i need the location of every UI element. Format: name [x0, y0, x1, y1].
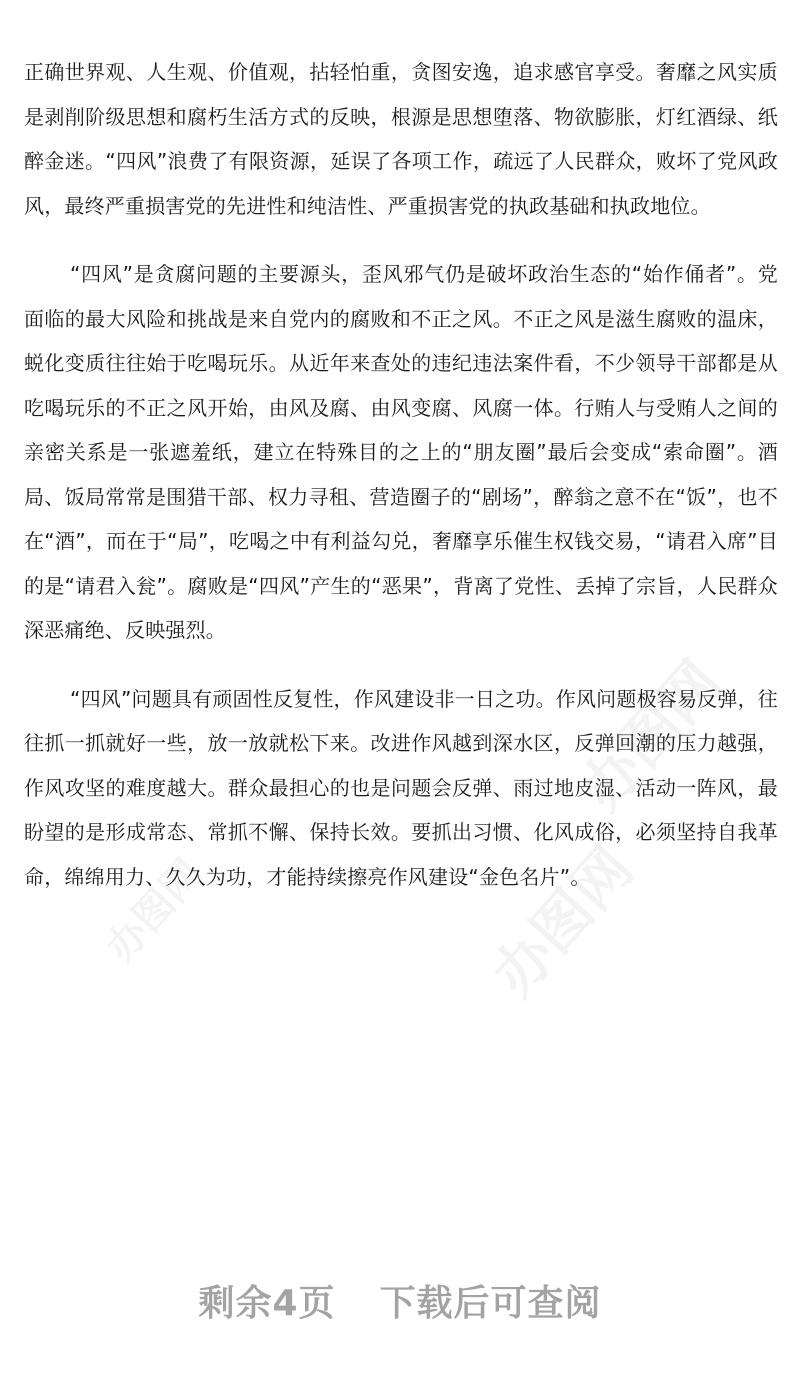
download-prompt[interactable]	[0, 1275, 800, 1326]
download-to-view-label[interactable]: 下载后可查阅	[379, 1283, 602, 1324]
paragraph-2: “四风”是贪腐问题的主要源头，歪风邪气仍是破坏政治生态的“始作俑者”。党面临的最大风险和挑战是来自党内的腐败和不正之风。不正之风是滋生腐败的温床，蜕化变质往往始于吃喝玩乐。从近年来查处的违纪违法案件看，不少领导干部都是从吃喝玩乐的不正之风开始，由风及腐、由风变腐、风腐一体。行贿人与受贿人之间的亲密关系是一张遮羞纸，建立在特殊目的之上的“朋友圈”最后会变成“索命圈”。酒局、饭局常常是围猎干部、权力寻租、营造圈子的“剧场”，醉翁之意不在“饭”，也不在“酒”，而在于“局”，吃喝之中有利益勾兑，奢靡享乐催生权钱交易，“请君入席”目的是“请君入瓮”。腐败是“四风”产生的“恶果”，背离了党性、丢掉了宗旨，人民群众深恶痛绝、反映强烈。	[24, 262, 778, 642]
watermark-logo: 办图网	[479, 833, 647, 1009]
paragraph-1: 正确世界观、人生观、价值观，拈轻怕重，贪图安逸，追求感官享受。奢靡之风实质是剥削阶级思想和腐朽生活方式的反映，根源是思想堕落、物欲膨胀，灯红酒绿、纸醉金迷。“四风”浪费了有限资源，延误了各项工作，疏远了人民群众，败坏了党风政风，最终严重损害党的先进性和纯洁性、严重损害党的执政基础和执政地位。	[24, 60, 778, 218]
watermark-logo: 办图网	[97, 850, 212, 971]
watermark-logo: 办图网	[567, 647, 735, 823]
paragraph-3: “四风”问题具有顽固性反复性，作风建设非一日之功。作风问题极容易反弹，往往抓一抓就好一些，放一放就松下来。改进作风越到深水区，反弹回潮的压力越强，作风攻坚的难度越大。群众最担心的也是问题会反弹、雨过地皮湿、活动一阵风，最盼望的是形成常态、常抓不懈、保持长效。要抓出习惯、化风成俗，必须坚持自我革命，绵绵用力、久久为功，才能持续擦亮作风建设“金色名片”。	[24, 686, 778, 889]
document-body	[24, 50, 778, 899]
remaining-pages-label[interactable]: 剩余4页	[198, 1283, 336, 1324]
